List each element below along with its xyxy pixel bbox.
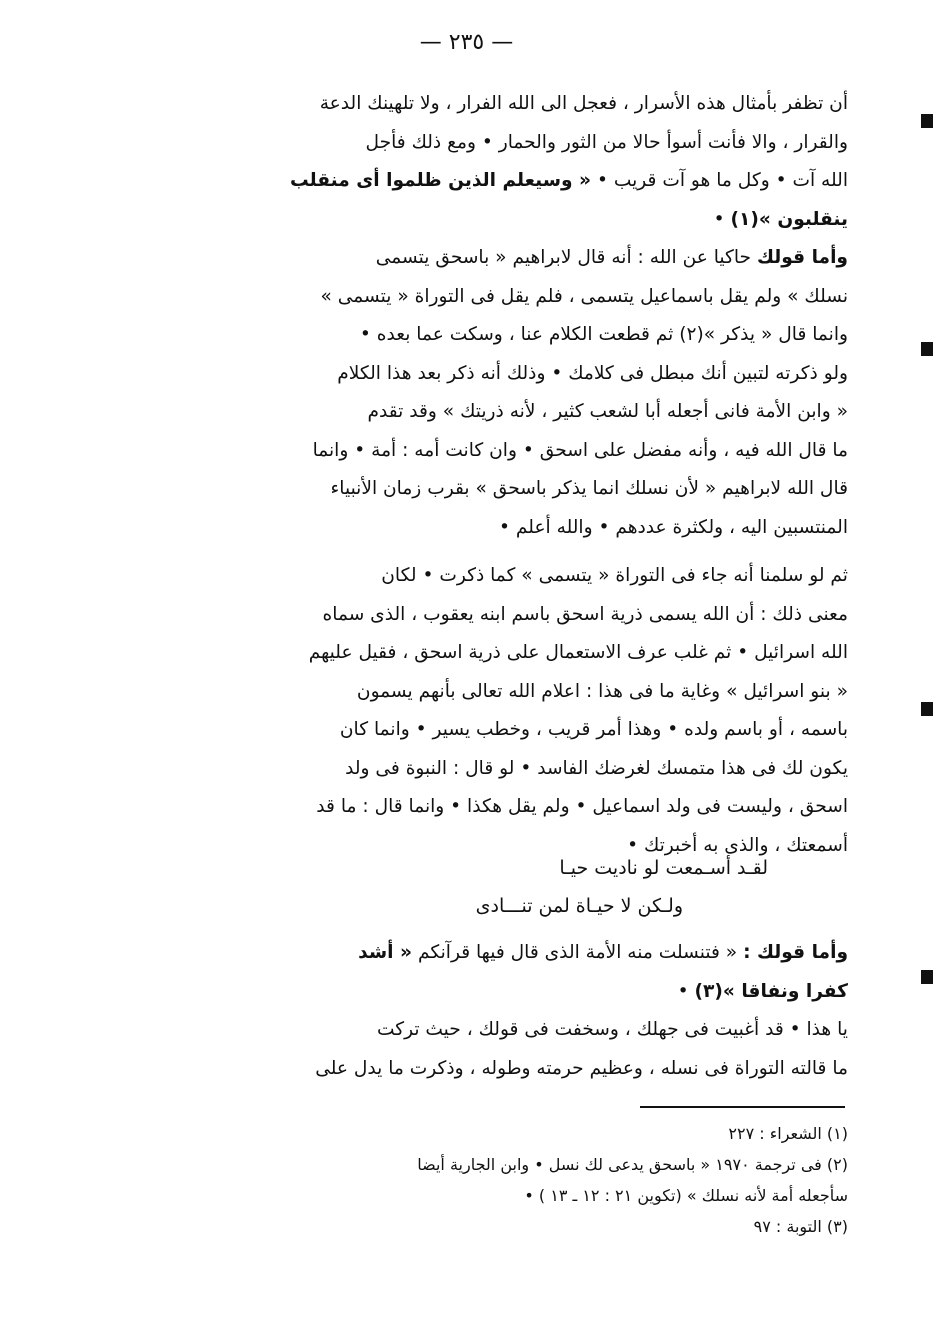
quran-quote: ينقلبون » [758,208,848,230]
verse-line-1: لقـد أسـمعت لو ناديت حيـا [559,857,768,879]
footnote-divider [640,1106,845,1108]
lead-phrase: وأما قولك [756,247,848,268]
text-line: اسحق ، وليست فى ولد اسماعيل • ولم يقل هكذا • وانما قال : ما قد [316,796,848,817]
text-segment: • [677,980,689,1002]
text-line: باسمه ، أو باسم ولده • وهذا أمر قريب ، وخطب يسير • وانما كان [339,719,848,740]
text-line: نسلك » ولم يقل باسماعيل يتسمى ، فلم يقل فى التوراة « يتسمى » [320,285,848,307]
text-line: الله اسرائيل • ثم غلب عرف الاستعمال على ذرية اسحق ، فقيل عليهم [308,642,848,663]
text-line [180,201,848,240]
scan-mark [921,114,933,128]
footnotes [160,1118,848,1242]
text-line [180,239,848,278]
text-segment: حاكيا عن الله : أنه قال لابراهيم « باسحق يتسمى [375,247,752,268]
scan-mark [921,970,933,984]
lead-phrase: وأما قولك : [743,942,848,963]
text-line: معنى ذلك : أن الله يسمى ذرية اسحق باسم ابنه يعقوب ، الذى سماه [322,603,848,625]
paragraph-1 [180,85,848,239]
scan-mark [921,342,933,356]
text-segment: « فتنسلت منه الأمة الذى قال فيها قرآنكم [417,942,738,963]
text-line: ما قالته التوراة فى نسله ، وعظيم حرمته وطوله ، وذكرت ما يدل على [315,1057,848,1079]
footnote: سأجعله أمة لأنه نسلك » (تكوين ٢١ : ١٢ ـ ١٣ ) • [524,1186,848,1205]
footnote-ref: (١) [730,208,759,230]
footnote: (٣) التوبة : ٩٧ [753,1217,848,1236]
text-line: وانما قال « يذكر »(٢) ثم قطعت الكلام عنا ، وسكت عما بعده • [359,324,848,345]
scan-mark [921,702,933,716]
text-line: ولو ذكرته لتبين أنك مبطل فى كلامك • وذلك أنه ذكر بعد هذا الكلام [337,362,848,384]
quran-quote: « أشد [358,942,413,963]
text-line [180,162,848,201]
text-line: أسمعتك ، والذى به أخبرتك • [627,834,848,856]
text-line: « وابن الأمة فانى أجعله أبا لشعب كثير ، لأنه ذريتك » وقد تقدم [367,401,848,422]
text-segment: • [713,208,725,230]
text-line: يا هذا • قد أغبيت فى جهلك ، وسخفت فى قولك ، حيث تركت [376,1019,848,1040]
footnote: (١) الشعراء : ٢٢٧ [728,1124,848,1143]
footnote: (٢) فى ترجمة ١٩٧٠ « باسحق يدعى لك نسل • وابن الجارية أيضا [417,1155,848,1174]
text-line: والقرار ، والا فأنت أسوأ حالا من الثور والحمار • ومع ذلك فأجل [365,131,848,153]
text-line: ثم لو سلمنا أنه جاء فى التوراة « يتسمى » كما ذكرت • لكان [381,565,848,586]
page-number: — ٢٣٥ — [419,30,514,55]
paragraph-4 [180,934,848,1011]
text-line: أن تظفر بأمثال هذه الأسرار ، فعجل الى الله الفرار ، ولا تلهينك الدعة [319,93,848,114]
verse-line-2: ولـكن لا حيـاة لمن تنـــادى [475,895,683,917]
text-line: « بنو اسرائيل » وغاية ما فى هذا : اعلام الله تعالى بأنهم يسمون [356,680,848,702]
text-segment: الله آت • وكل ما هو آت قريب • [596,170,848,191]
text-line [180,973,848,1012]
quran-quote: كفرا ونفاقا » [722,980,848,1002]
text-line: قال الله لابراهيم « لأن نسلك انما يذكر باسحق » بقرب زمان الأنبياء [330,478,848,499]
text-line: ما قال الله فيه ، وأنه مفضل على اسحق • وان كانت أمه : أمة • وانما [312,439,848,461]
text-line: المنتسبين اليه ، ولكثرة عددهم • والله أعلم • [499,516,848,538]
paragraph-2 [180,239,848,547]
paragraph-5 [180,1011,848,1088]
text-line: يكون لك فى هذا متمسك لغرضك الفاسد • لو قال : النبوة فى ولد [345,757,848,779]
footnote-ref: (٣) [694,980,723,1002]
paragraph-3 [180,557,848,865]
text-line [180,934,848,973]
quran-quote: « وسيعلم الذين ظلموا أى منقلب [289,170,592,191]
